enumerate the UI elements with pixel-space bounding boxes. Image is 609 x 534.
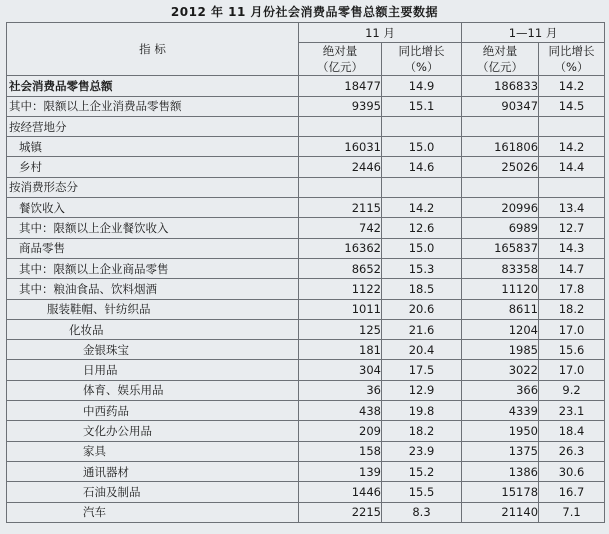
cum-yoy-cell: 14.2 (539, 76, 605, 96)
month-yoy-cell: 19.8 (382, 401, 462, 421)
row-label: 商品零售 (7, 238, 299, 258)
cum-yoy-cell: 14.3 (539, 238, 605, 258)
cum-yoy-cell: 18.4 (539, 421, 605, 441)
month-abs-cell: 16031 (299, 137, 382, 157)
table-row (7, 198, 605, 218)
table-row (7, 340, 605, 360)
retail-sales-table (6, 22, 605, 523)
month-abs-cell: 139 (299, 461, 382, 481)
cum-yoy-cell: 14.5 (539, 96, 605, 116)
month-abs-cell: 181 (299, 340, 382, 360)
month-abs-cell (299, 116, 382, 136)
cum-yoy-cell: 17.8 (539, 279, 605, 299)
table-row (7, 218, 605, 238)
cum-abs-cell: 25026 (462, 157, 539, 177)
month-abs-cell: 36 (299, 380, 382, 400)
table-row (7, 461, 605, 481)
month-yoy-cell: 14.9 (382, 76, 462, 96)
cum-abs-cell: 11120 (462, 279, 539, 299)
month-yoy-cell: 20.6 (382, 299, 462, 319)
table-row (7, 177, 605, 197)
month-abs-cell (299, 177, 382, 197)
cum-yoy-cell: 30.6 (539, 461, 605, 481)
indicator-header: 指 标 (7, 23, 299, 76)
month-yoy-cell: 21.6 (382, 319, 462, 339)
month-yoy-cell: 15.2 (382, 461, 462, 481)
cum-abs-header: 绝对量 （亿元） (462, 43, 539, 76)
month-abs-cell: 304 (299, 360, 382, 380)
table-row (7, 76, 605, 96)
period-cumulative-header: 1—11 月 (462, 23, 605, 43)
month-abs-cell: 16362 (299, 238, 382, 258)
row-label: 乡村 (7, 157, 299, 177)
cum-abs-cell: 90347 (462, 96, 539, 116)
row-label: 文化办公用品 (7, 421, 299, 441)
table-row (7, 238, 605, 258)
month-yoy-cell: 14.6 (382, 157, 462, 177)
row-label: 化妆品 (7, 319, 299, 339)
cum-abs-cell: 8611 (462, 299, 539, 319)
row-label: 家具 (7, 441, 299, 461)
table-row (7, 360, 605, 380)
row-label: 餐饮收入 (7, 198, 299, 218)
header-row-periods (7, 23, 605, 43)
month-yoy-cell: 15.1 (382, 96, 462, 116)
table-row (7, 299, 605, 319)
month-abs-header: 绝对量 （亿元） (299, 43, 382, 76)
month-yoy-cell: 15.0 (382, 137, 462, 157)
month-yoy-cell: 23.9 (382, 441, 462, 461)
table-row (7, 482, 605, 502)
month-abs-cell: 125 (299, 319, 382, 339)
cum-abs-cell: 1204 (462, 319, 539, 339)
row-label: 按消费形态分 (7, 177, 299, 197)
cum-yoy-cell (539, 177, 605, 197)
month-abs-cell: 438 (299, 401, 382, 421)
month-yoy-cell (382, 116, 462, 136)
cum-yoy-cell: 17.0 (539, 319, 605, 339)
cum-yoy-cell: 14.7 (539, 258, 605, 278)
cum-abs-cell: 161806 (462, 137, 539, 157)
cum-yoy-cell: 17.0 (539, 360, 605, 380)
table-row (7, 137, 605, 157)
month-yoy-cell: 14.2 (382, 198, 462, 218)
cum-abs-cell: 1985 (462, 340, 539, 360)
cum-yoy-cell: 26.3 (539, 441, 605, 461)
row-label: 石油及制品 (7, 482, 299, 502)
month-abs-cell: 2446 (299, 157, 382, 177)
month-yoy-cell: 20.4 (382, 340, 462, 360)
row-label: 城镇 (7, 137, 299, 157)
row-label: 中西药品 (7, 401, 299, 421)
period-month-header: 11 月 (299, 23, 462, 43)
cum-abs-cell: 1950 (462, 421, 539, 441)
month-yoy-cell: 18.5 (382, 279, 462, 299)
cum-abs-cell: 3022 (462, 360, 539, 380)
table-row (7, 421, 605, 441)
cum-yoy-cell: 14.2 (539, 137, 605, 157)
cum-abs-cell: 1386 (462, 461, 539, 481)
cum-yoy-cell (539, 116, 605, 136)
cum-yoy-cell: 12.7 (539, 218, 605, 238)
cum-yoy-cell: 15.6 (539, 340, 605, 360)
cum-yoy-cell: 13.4 (539, 198, 605, 218)
month-yoy-cell (382, 177, 462, 197)
row-label: 其中：限额以上企业消费品零售额 (7, 96, 299, 116)
cum-abs-cell (462, 116, 539, 136)
cum-abs-cell: 83358 (462, 258, 539, 278)
table-row (7, 401, 605, 421)
table-row (7, 502, 605, 522)
table-title: 2012 年 11 月份社会消费品零售总额主要数据 (170, 5, 439, 19)
row-label: 其中：限额以上企业餐饮收入 (7, 218, 299, 238)
month-abs-cell: 1122 (299, 279, 382, 299)
cum-abs-cell: 165837 (462, 238, 539, 258)
row-label: 服装鞋帽、针纺织品 (7, 299, 299, 319)
cum-yoy-cell: 23.1 (539, 401, 605, 421)
cum-abs-cell: 21140 (462, 502, 539, 522)
month-yoy-cell: 15.0 (382, 238, 462, 258)
cum-abs-cell: 186833 (462, 76, 539, 96)
row-label: 其中：粮油食品、饮料烟酒 (7, 279, 299, 299)
row-label: 汽车 (7, 502, 299, 522)
month-yoy-cell: 12.9 (382, 380, 462, 400)
cum-yoy-header: 同比增长 （%） (539, 43, 605, 76)
row-label: 通讯器材 (7, 461, 299, 481)
table-row (7, 380, 605, 400)
table-row (7, 441, 605, 461)
month-yoy-cell: 15.5 (382, 482, 462, 502)
cum-abs-cell: 366 (462, 380, 539, 400)
row-label: 社会消费品零售总额 (7, 76, 299, 96)
month-abs-cell: 742 (299, 218, 382, 238)
table-row (7, 116, 605, 136)
table-row (7, 96, 605, 116)
month-abs-cell: 18477 (299, 76, 382, 96)
month-abs-cell: 158 (299, 441, 382, 461)
table-row (7, 319, 605, 339)
row-label: 日用品 (7, 360, 299, 380)
cum-yoy-cell: 7.1 (539, 502, 605, 522)
cum-yoy-cell: 18.2 (539, 299, 605, 319)
row-label: 体育、娱乐用品 (7, 380, 299, 400)
table-row (7, 258, 605, 278)
month-yoy-header: 同比增长 （%） (382, 43, 462, 76)
month-yoy-cell: 8.3 (382, 502, 462, 522)
month-abs-cell: 2115 (299, 198, 382, 218)
cum-abs-cell: 15178 (462, 482, 539, 502)
month-abs-cell: 8652 (299, 258, 382, 278)
month-abs-cell: 1446 (299, 482, 382, 502)
month-yoy-cell: 15.3 (382, 258, 462, 278)
table-row (7, 157, 605, 177)
month-yoy-cell: 12.6 (382, 218, 462, 238)
month-abs-cell: 209 (299, 421, 382, 441)
month-abs-cell: 1011 (299, 299, 382, 319)
month-abs-cell: 2215 (299, 502, 382, 522)
month-yoy-cell: 18.2 (382, 421, 462, 441)
row-label: 其中：限额以上企业商品零售 (7, 258, 299, 278)
cum-abs-cell: 6989 (462, 218, 539, 238)
row-label: 金银珠宝 (7, 340, 299, 360)
cum-abs-cell (462, 177, 539, 197)
cum-abs-cell: 1375 (462, 441, 539, 461)
cum-yoy-cell: 14.4 (539, 157, 605, 177)
month-yoy-cell: 17.5 (382, 360, 462, 380)
row-label: 按经营地分 (7, 116, 299, 136)
month-abs-cell: 9395 (299, 96, 382, 116)
table-row (7, 279, 605, 299)
cum-yoy-cell: 16.7 (539, 482, 605, 502)
cum-abs-cell: 4339 (462, 401, 539, 421)
cum-yoy-cell: 9.2 (539, 380, 605, 400)
cum-abs-cell: 20996 (462, 198, 539, 218)
